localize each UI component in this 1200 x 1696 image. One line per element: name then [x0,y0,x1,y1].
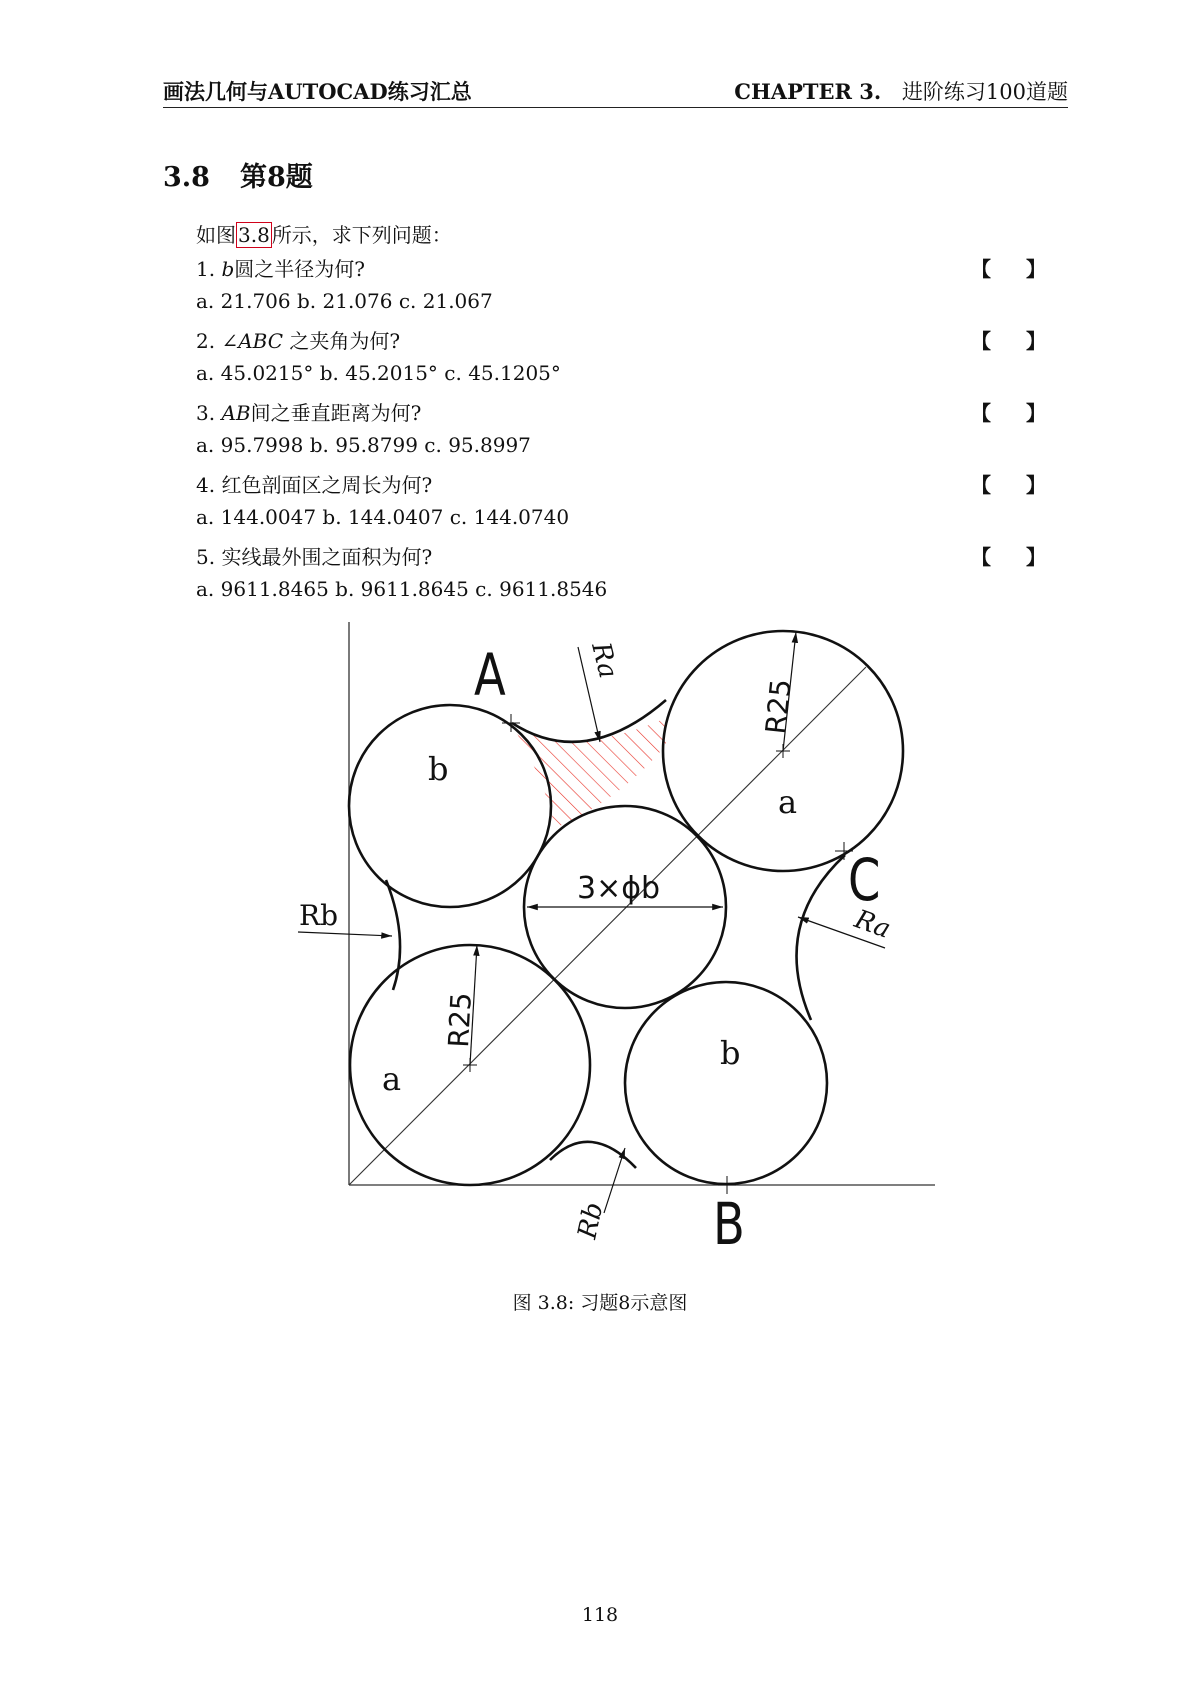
section-number: 3.8 [163,162,210,193]
dim-text-r25-top: R25 [759,677,798,736]
options-4: a. 144.0047 b. 144.0407 c. 144.0740 [196,505,570,529]
running-header-book-title: 画法几何与AUTOCAD练习汇总 [163,79,472,104]
page-number: 118 [581,1604,619,1626]
question-angle-symbol: ∠ [221,329,239,353]
intro-prefix: 如图 [196,223,236,247]
dim-text-ra-right: Ra [850,904,895,945]
circle-b-left [349,705,551,907]
point-label-c: C [848,846,881,915]
dim-text-center-dia: 3×ϕb [577,871,661,906]
question-text: 之夹角为何? [283,329,401,353]
circle-label-a-bottom: a [382,1060,402,1098]
circle-b-right [625,982,827,1184]
question-number: 5. [196,545,216,569]
dim-text-rb-bottom: Rb [572,1199,610,1242]
options-1: a. 21.706 b. 21.076 c. 21.067 [196,289,493,313]
dim-text-r25-bottom: R25 [442,991,478,1049]
answer-bracket-2[interactable]: 【 】 [971,329,1060,353]
question-text: 间之垂直距离为何? [250,401,422,425]
section-name: 第8题 [239,162,313,193]
point-label-b: B [713,1190,745,1259]
options-5: a. 9611.8465 b. 9611.8645 c. 9611.8546 [196,577,608,601]
chapter-title: 进阶练习100道题 [901,80,1068,104]
dim-rb-bottom-leader [604,1148,625,1213]
circle-label-a-top: a [778,783,798,821]
arc-ra-right [797,855,845,1020]
answer-bracket-1[interactable]: 【 】 [971,257,1060,281]
answer-bracket-5[interactable]: 【 】 [971,545,1060,569]
question-number: 1. [196,257,216,281]
answer-bracket-4[interactable]: 【 】 [971,473,1060,497]
intro-suffix: 所示，求下列问题： [271,223,452,247]
options-2: a. 45.0215° b. 45.2015° c. 45.1205° [196,361,561,385]
dim-rb-left-leader [298,932,392,936]
answer-bracket-3[interactable]: 【 】 [971,401,1060,425]
question-math: b [221,257,235,281]
question-math: AB [221,401,251,425]
question-text: 红色剖面区之周长为何? [221,473,433,497]
circle-label-b-right: b [720,1034,741,1072]
options-3: a. 95.7998 b. 95.8799 c. 95.8997 [196,433,531,457]
circle-label-b-left: b [428,750,449,788]
figure-link[interactable]: 3.8 [238,223,270,247]
question-text: 实线最外围之面积为何? [221,545,433,569]
question-number: 2. [196,329,216,353]
chapter-label: CHAPTER 3. [734,79,882,104]
figure-caption: 图 3.8: 习题8示意图 [512,1292,688,1314]
question-math: ABC [238,329,284,353]
point-label-a: A [474,641,506,710]
dim-text-rb-left: Rb [299,899,339,932]
question-text: 圆之半径为何? [234,257,365,281]
question-number: 3. [196,401,216,425]
dim-text-ra-top: Ra [585,639,623,682]
question-number: 4. [196,473,216,497]
